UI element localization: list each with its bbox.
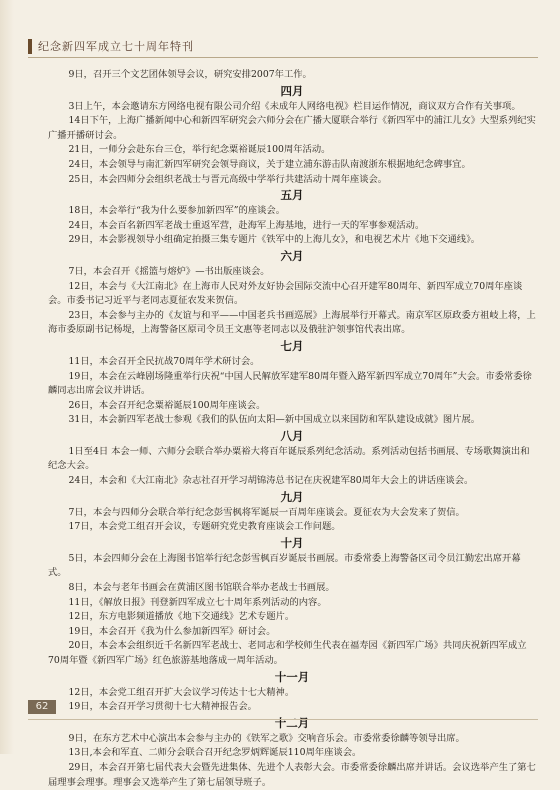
chronicle-entry: 19日，本会召开学习贯彻十七大精神报告会。 bbox=[68, 701, 257, 713]
chronicle-entry: 12日，本会与《大江南北》在上海市人民对外友好协会国际交流中心召开建军80周年、新四军成立70周年座谈会。市委书记习近平与老同志夏征农发来贺信。 bbox=[48, 280, 523, 307]
chronicle-entry: 7日，本会与四师分会联合举行纪念彭雪枫将军诞辰一百周年座谈会。夏征农为大会发来了贺信。 bbox=[68, 506, 465, 518]
month-heading: 五月 bbox=[280, 188, 304, 203]
header-accent-bar bbox=[28, 39, 32, 54]
chronicle-entry: 1日至4日 本会一师、六师分会联合举办粟裕大将百年诞辰系列纪念活动。系列活动包括书画展、专场歌舞演出和纪念大会。 bbox=[48, 445, 530, 472]
month-heading: 八月 bbox=[280, 428, 304, 443]
month-heading: 六月 bbox=[280, 248, 304, 263]
month-heading: 七月 bbox=[280, 338, 304, 353]
chronicle-entry: 9日，召开三个文艺团体领导会议，研究安排2007年工作。 bbox=[68, 69, 312, 80]
chronicle-entry: 13日,本会和军直、二师分会联合召开纪念罗炳辉诞辰110周年座谈会。 bbox=[68, 747, 362, 759]
footer-rule bbox=[28, 719, 538, 720]
chronicle-entry: 11日，《解放日报》刊登新四军成立七十周年系列活动的内容。 bbox=[68, 596, 327, 608]
chronicle-entry: 31日，本会新四军老战士参观《我们的队伍向太阳—新中国成立以来国防和军队建设成就》图片展。 bbox=[68, 414, 481, 426]
chronicle-entry: 26日，本会召开纪念粟裕诞辰100周年座谈会。 bbox=[68, 399, 266, 411]
chronicle-entry: 29日，本会召开第七届代表大会暨先进集体、先进个人表彰大会。市委常委徐麟出席并讲话。会议选举产生了第七届理事会理事。理事会又选举产生了第七届领导班子。 bbox=[48, 761, 536, 788]
chronicle-entry: 25日，本会四师分会组织老战士与晋元高级中学举行共建活动十周年座谈会。 bbox=[68, 173, 388, 185]
page-number: 62 bbox=[28, 700, 56, 714]
chronicle-body bbox=[48, 68, 536, 790]
chronicle-entry: 24日，本会领导与南汇新四军研究会领导商议，关于建立浦东游击队南渡浙东根据地纪念碑事宜。 bbox=[68, 158, 471, 170]
chronicle-entry: 24日，本会和《大江南北》杂志社召开学习胡锦涛总书记在庆祝建军80周年大会上的讲话座谈会。 bbox=[68, 475, 474, 487]
chronicle-entry: 20日，本会本会组织近千名新四军老战士、老同志和学校师生代表在福寿园《新四军广场》共同庆祝新四军成立70周年暨《新四军广场》红色旅游基地落成一周年活动。 bbox=[48, 640, 527, 666]
month-heading: 十一月 bbox=[274, 669, 310, 684]
chronicle-entry: 19日，本会在云峰剧场隆重举行庆祝“中国人民解放军建军80周年暨入路军新四军成立70周年”大会。市委常委徐麟同志出席会议并讲话。 bbox=[48, 370, 532, 397]
page-edge-shadow bbox=[0, 0, 14, 754]
chronicle-entry: 12日，东方电影频道播放《地下交通线》艺术专题片。 bbox=[68, 611, 295, 623]
chronicle-entry: 21日，一师分会赴东台三仓，举行纪念粟裕诞辰100周年活动。 bbox=[68, 144, 331, 156]
chronicle-entry: 14日下午，上海广播新闻中心和新四军研究会六师分会在广播大厦联合举行《新四军中的浦江儿女》大型系列纪实广播开播研讨会。 bbox=[48, 115, 536, 141]
chronicle-entry: 23日，本会参与主办的《友谊与和平——中国老兵书画巡展》上海展举行开幕式。南京军区原政委方祖岐上将，上海市委原副书记杨堤，上海警备区原司令员王文惠等老同志以及俄驻沪领事馆代表出席。 bbox=[48, 309, 536, 336]
month-heading: 四月 bbox=[280, 83, 304, 98]
header-title: 纪念新四军成立七十周年特刊 bbox=[38, 40, 194, 53]
chronicle-entry: 17日，本会党工组召开会议，专题研究党史教育座谈会工作问题。 bbox=[68, 521, 341, 533]
chronicle-entry: 19日，本会召开《我为什么参加新四军》研讨会。 bbox=[68, 625, 276, 637]
chronicle-entry: 29日，本会影视领导小组确定拍摄三集专题片《铁军中的上海儿女》，和电视艺术片《地下交通线》。 bbox=[68, 234, 481, 246]
chronicle-entry: 9日，在东方艺术中心演出本会参与主办的《铁军之歌》交响音乐会。市委常委徐麟等领导出席。 bbox=[68, 732, 465, 744]
chronicle-entry: 5日，本会四师分会在上海图书馆举行纪念彭雪枫百岁诞辰书画展。市委常委上海警备区司令员江勤宏出席开幕式。 bbox=[48, 552, 521, 579]
chronicle-entry: 7日，本会召开《摇篮与熔炉》—书出版座谈会。 bbox=[68, 265, 270, 277]
header-rule bbox=[28, 57, 538, 58]
chronicle-entry: 18日，本会举行“我为什么要参加新四军”的座谈会。 bbox=[68, 205, 286, 217]
running-header bbox=[28, 38, 194, 54]
month-heading: 九月 bbox=[280, 489, 304, 504]
month-heading: 十月 bbox=[280, 535, 304, 550]
chronicle-entry: 12日，本会党工组召开扩大会议学习传达十七大精神。 bbox=[68, 686, 295, 698]
chronicle-entry: 11日，本会召开全民抗战70周年学术研讨会。 bbox=[68, 355, 260, 367]
month-heading: 十二月 bbox=[274, 715, 310, 730]
chronicle-entry: 8日，本会与老年书画会在黄浦区图书馆联合举办老战士书画展。 bbox=[68, 582, 335, 594]
chronicle-entry: 24日，本会百名新四军老战士重返军营，赴海军上海基地，进行一天的军事参观活动。 bbox=[68, 219, 425, 231]
chronicle-entry: 3日上午，本会邀请东方网络电视有限公司介绍《未成年人网络电视》栏目运作情况，商议双方合作有关事项。 bbox=[68, 100, 521, 112]
